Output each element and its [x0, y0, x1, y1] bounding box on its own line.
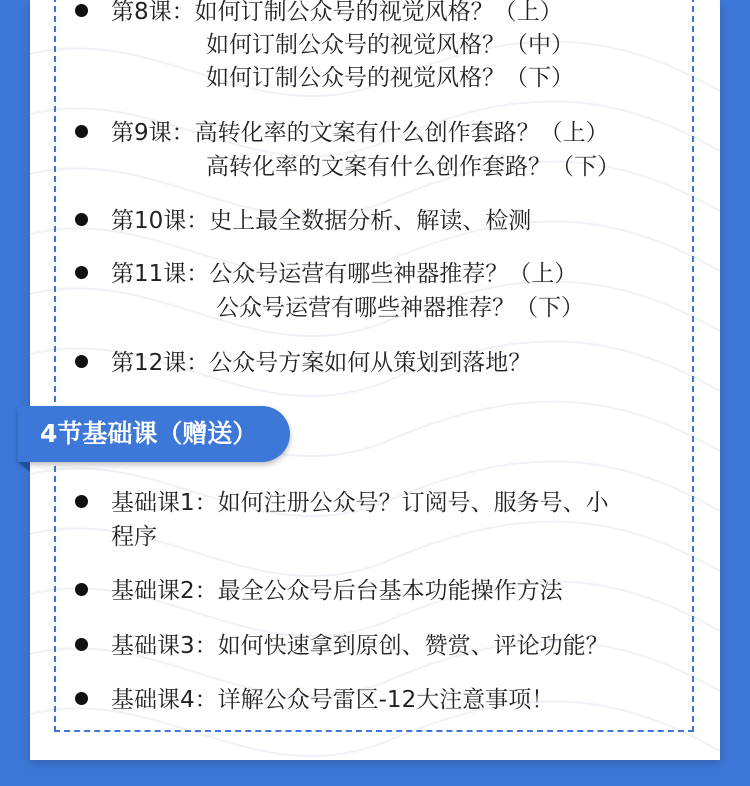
lesson-title: 公众号方案如何从策划到落地？: [209, 350, 532, 376]
bullet-icon: [75, 495, 88, 508]
basic-lesson-title: 基础课3：如何快速拿到原创、赞赏、评论功能？: [111, 633, 609, 659]
basic-lesson-title: 基础课2：最全公众号后台基本功能操作方法: [111, 578, 563, 604]
lesson-number: 第11课：: [111, 261, 210, 287]
list-item-basic-4: [75, 683, 665, 719]
basic-lesson-title: 程序: [111, 524, 157, 550]
lesson-number: 第9课：: [111, 120, 195, 146]
list-item-lesson-8: [75, 0, 665, 100]
banner-fold: [18, 462, 30, 472]
list-item-lesson-12: [75, 346, 665, 382]
bullet-icon: [75, 692, 88, 705]
bullet-icon: [75, 266, 88, 279]
course-card: [30, 0, 720, 760]
lesson-title: 高转化率的文案有什么创作套路？（下）: [206, 154, 620, 180]
lesson-title: 高转化率的文案有什么创作套路？（上）: [194, 120, 609, 146]
bullet-icon: [75, 638, 88, 651]
lesson-title: 如何订制公众号的视觉风格？（中）: [206, 32, 574, 58]
list-item-basic-3: [75, 629, 665, 665]
lesson-title: 史上最全数据分析、解读、检测: [209, 208, 532, 234]
section-banner: [18, 406, 290, 462]
basic-lesson-title: 基础课4：详解公众号雷区-12大注意事项！: [111, 687, 555, 713]
lesson-number: 第8课：: [111, 0, 195, 25]
banner-label: 4节基础课（赠送）: [40, 419, 258, 448]
lesson-number: 第12课：: [111, 350, 210, 376]
bullet-icon: [75, 355, 88, 368]
bullet-icon: [75, 4, 88, 17]
list-item-basic-1: [75, 486, 665, 556]
lesson-number: 第10课：: [111, 208, 210, 234]
lesson-title: 公众号运营有哪些神器推荐？（下）: [216, 295, 584, 321]
list-item-basic-2: [75, 574, 665, 610]
list-item-lesson-11: [75, 257, 665, 327]
list-item-lesson-9: [75, 116, 665, 186]
lesson-title: 如何订制公众号的视觉风格？（上）: [194, 0, 563, 25]
bullet-icon: [75, 583, 88, 596]
list-item-lesson-10: [75, 204, 665, 240]
bullet-icon: [75, 213, 88, 226]
bullet-icon: [75, 125, 88, 138]
lesson-title: 公众号运营有哪些神器推荐？（上）: [209, 261, 578, 287]
basic-lesson-title: 基础课1：如何注册公众号？订阅号、服务号、小: [111, 490, 609, 516]
lesson-title: 如何订制公众号的视觉风格？（下）: [206, 65, 574, 91]
